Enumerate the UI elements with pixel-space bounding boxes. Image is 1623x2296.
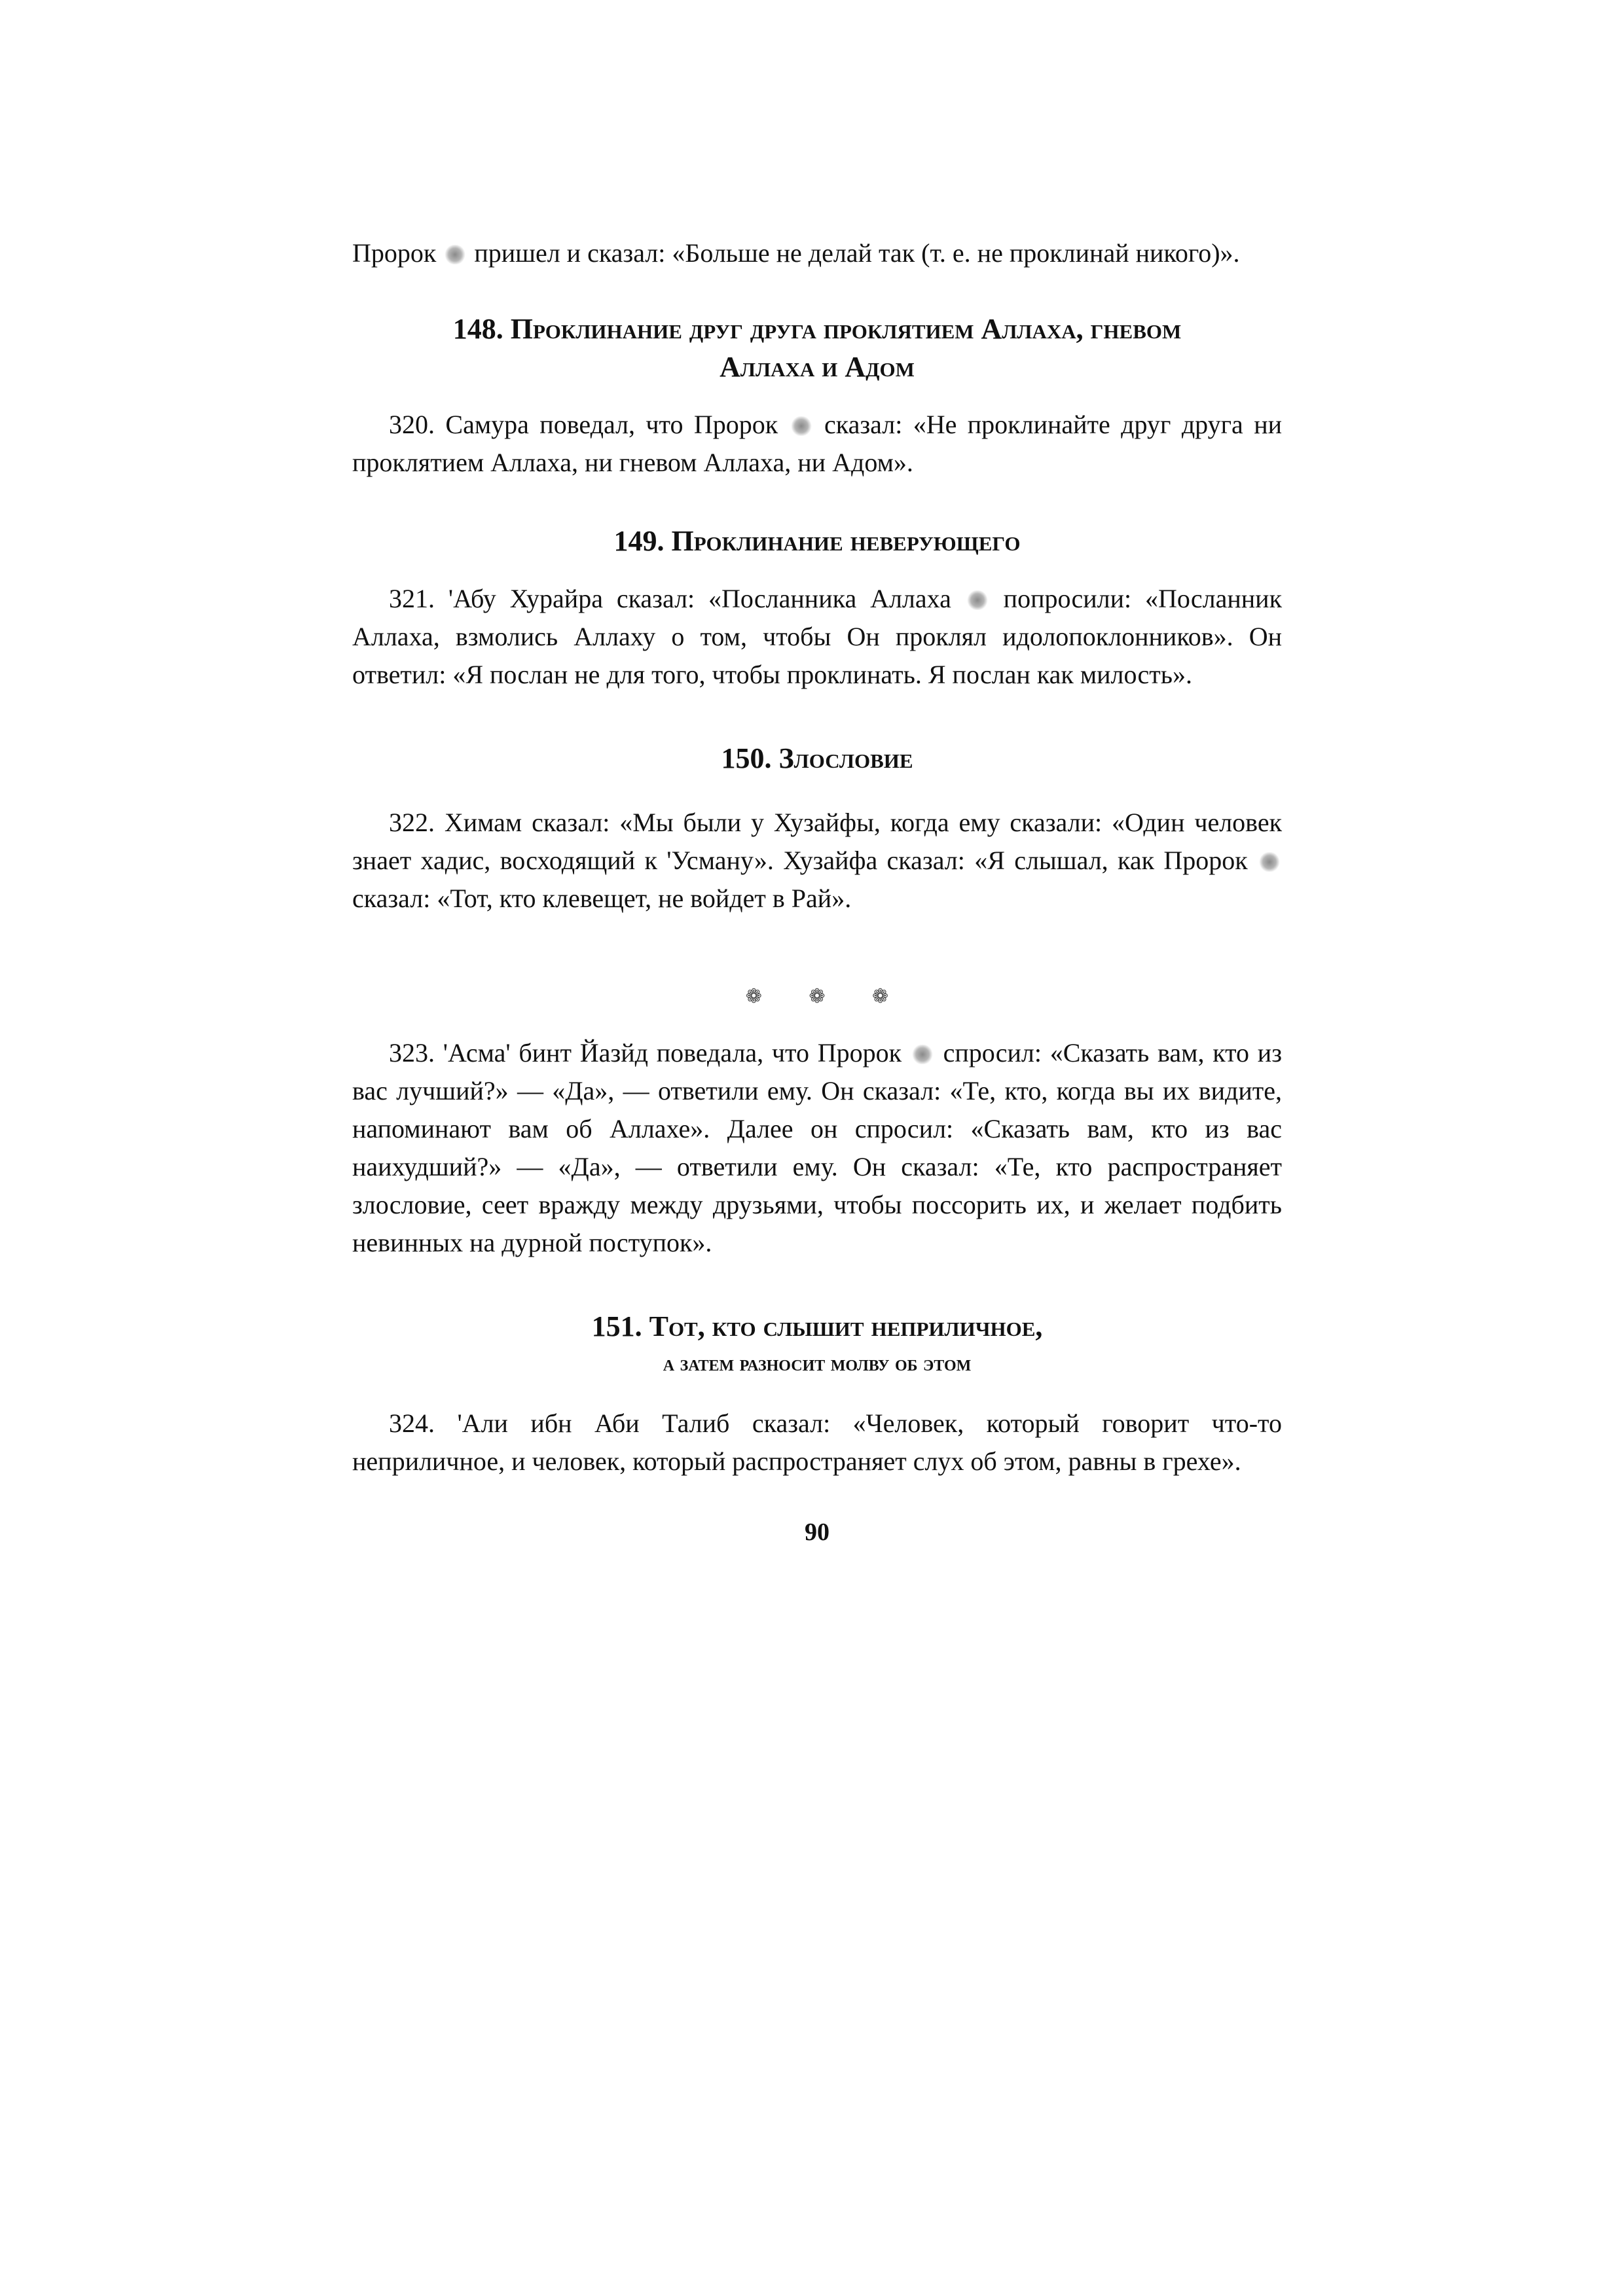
pbuh-glyph-icon: [912, 1045, 933, 1064]
book-page: [352, 234, 1282, 1551]
heading-149: 149. Проклинание неверующего: [613, 525, 1021, 557]
heading-148: 148. Проклинание друг друга проклятием Аллаха, гневом Аллаха и Адом: [452, 313, 1182, 383]
pbuh-glyph-icon: [967, 590, 988, 610]
hadith-321: 321. 'Абу Хурайра сказал: «Посланника Аллаха попросили: «Посланник Аллаха, взмолись Аллаху о том, чтобы Он проклял идолопоклонников». Он ответил: «Я послан не для того, чтобы проклинать. Я послан как милость».: [352, 584, 1283, 689]
hadith-323: 323. 'Асма' бинт Йазйд поведала, что Пророк спросил: «Сказать вам, кто из вас лучший?» — «Да», — ответили ему. Он сказал: «Те, кто, когда вы их видите, напоминают вам об Аллахе». Далее он спросил: «Сказать вам, кто из вас наихудший?» — «Да», — ответили ему. Он сказал: «Те, кто распространяет злословие, сеет вражду между друзьями, чтобы поссорить их, и желает подбить невинных на дурной поступок».: [352, 1038, 1283, 1257]
hadith-320: 320. Самура поведал, что Пророк сказал: «Не проклинайте друг друга ни проклятием Аллаха, ни гневом Аллаха, ни Адом».: [352, 410, 1283, 477]
heading-150: 150. Злословие: [721, 742, 913, 774]
pbuh-glyph-icon: [791, 416, 812, 436]
paragraph-continuation: Пророк пришел и сказал: «Больше не делай так (т. е. не проклинай никого)».: [352, 238, 1240, 268]
heading-151-subtitle: а затем разносит молву об этом: [663, 1352, 972, 1376]
heading-151: 151. Тот, кто слышит неприличное,: [591, 1310, 1043, 1342]
section-separator: ❁ ❁ ❁: [745, 986, 910, 1007]
pbuh-glyph-icon: [1259, 852, 1280, 872]
page-number: 90: [805, 1518, 830, 1546]
hadith-322: 322. Химам сказал: «Мы были у Хузайфы, когда ему сказали: «Один человек знает хадис, восходящий к 'Усману». Хузайфа сказал: «Я слышал, как Пророк сказал: «Тот, кто клевещет, не войдет в Рай».: [352, 808, 1282, 913]
pbuh-glyph-icon: [445, 245, 465, 264]
hadith-324: 324. 'Али ибн Аби Талиб сказал: «Человек, который говорит что-то неприличное, и человек, который распространяет слух об этом, равны в грехе».: [352, 1408, 1282, 1476]
